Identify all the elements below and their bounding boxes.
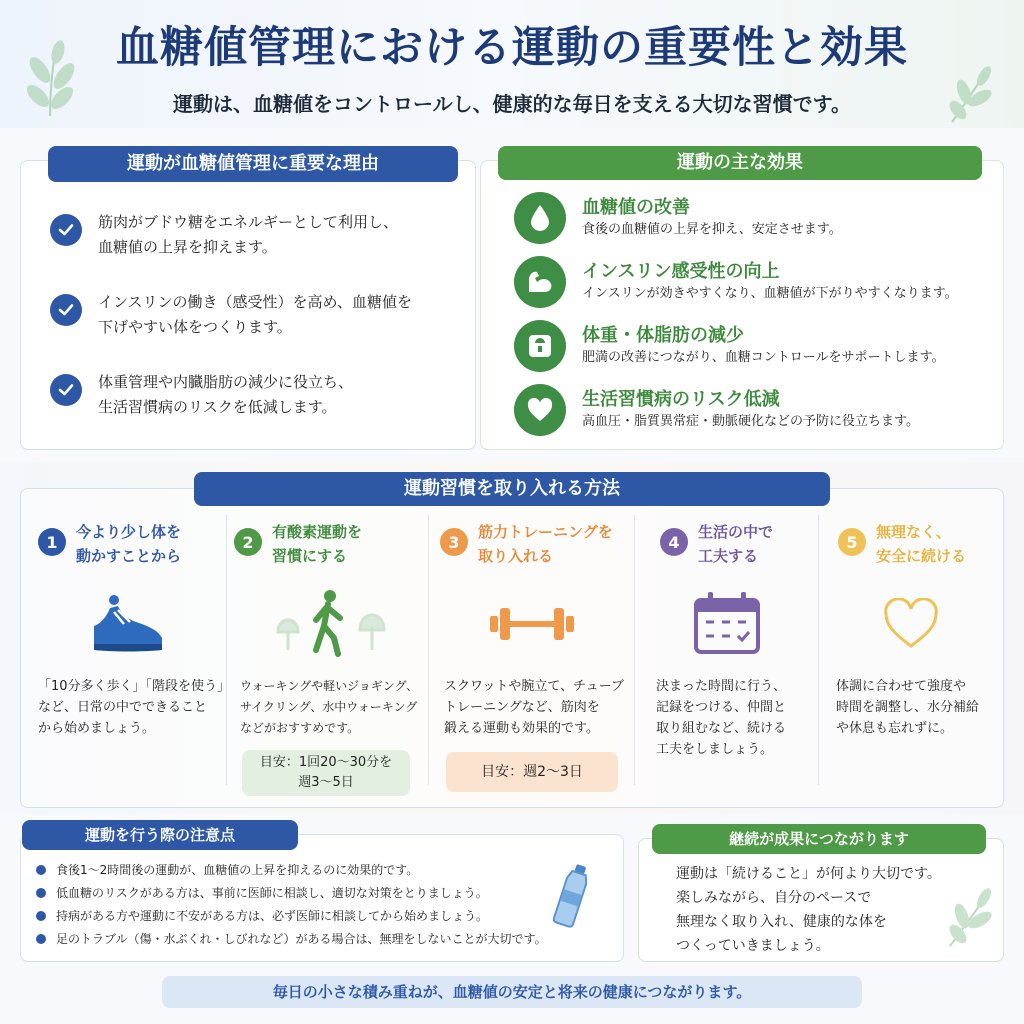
step-number: 3 xyxy=(440,528,468,556)
water-bottle-icon xyxy=(552,862,592,928)
effect-title: 生活習慣病のリスク低減 xyxy=(582,389,780,410)
effect-desc: 高血圧・脂質異常症・動脈硬化などの予防に役立ちます。 xyxy=(582,414,919,429)
effect-item xyxy=(514,384,994,436)
reason-line: 体重管理や内臓脂肪の減少に役立ち、 xyxy=(98,373,354,391)
effect-title: インスリン感受性の向上 xyxy=(582,261,780,282)
caution-item xyxy=(36,929,596,949)
reasons-heading: 運動が血糖値管理に重要な理由 xyxy=(48,146,458,182)
cautions-heading: 運動を行う際の注意点 xyxy=(22,820,298,850)
step-desc-line: 記録をつける、仲間と xyxy=(656,700,787,715)
step-title: 習慣にする xyxy=(272,547,348,565)
step-desc-line: から始めましょう。 xyxy=(38,721,156,736)
guide-text: 目安：1回20～30分を xyxy=(259,755,393,770)
step-desc-line: や休息も忘れずに。 xyxy=(836,721,954,736)
step-desc-line: 工夫をしましょう。 xyxy=(656,742,774,757)
blood-drop-icon xyxy=(514,192,566,244)
caution-item xyxy=(36,906,596,926)
step-desc xyxy=(240,676,426,739)
step-number: 1 xyxy=(38,528,66,556)
reason-line: 血糖値の上昇を抑えます。 xyxy=(98,238,277,256)
guide-text: 目安：週2～3日 xyxy=(481,764,583,780)
continuation-line: つくっていきましょう。 xyxy=(676,938,830,954)
step-desc xyxy=(444,676,630,739)
continuation-line: 運動は「続けること」が何より大切です。 xyxy=(676,866,941,882)
method-step-2 xyxy=(234,520,430,568)
step-desc-line: 「10分多く歩く」「階段を使う」 xyxy=(38,679,231,694)
calendar-icon xyxy=(692,590,762,656)
bullet-icon xyxy=(36,888,46,898)
continuation-line: 無理なく取り入れ、健康的な体を xyxy=(676,914,887,930)
effect-item xyxy=(514,320,994,372)
reason-item xyxy=(50,210,450,260)
check-icon xyxy=(50,374,82,406)
page-subtitle: 運動は、血糖値をコントロールし、健康的な毎日を支える大切な習慣です。 xyxy=(173,92,851,116)
continuation-line: 楽しみながら、自分のペースで xyxy=(676,890,872,906)
bullet-icon xyxy=(36,865,46,875)
step-title: 取り入れる xyxy=(478,547,554,565)
step-desc-line: 鍛える運動も効果的です。 xyxy=(444,721,599,736)
step-desc-line: 時間を調整し、水分補給 xyxy=(836,700,980,715)
heart-icon xyxy=(514,384,566,436)
step-number: 5 xyxy=(838,528,866,556)
step-desc xyxy=(38,676,231,739)
step-number: 4 xyxy=(660,528,688,556)
bullet-icon xyxy=(36,934,46,944)
guide-text: 週3～5日 xyxy=(298,775,354,790)
muscle-arm-icon xyxy=(514,256,566,308)
step-title: 筋力トレーニングを xyxy=(478,523,613,541)
step-desc-line: 体調に合わせて強度や xyxy=(836,679,967,694)
leaf-icon xyxy=(944,884,996,948)
reason-line: インスリンの働き（感受性）を高め、血糖値を xyxy=(98,293,412,311)
caution-item xyxy=(36,860,596,880)
walking-person-icon xyxy=(268,586,392,660)
reason-item xyxy=(50,370,450,420)
methods-heading: 運動習慣を取り入れる方法 xyxy=(194,472,830,506)
dumbbell-icon xyxy=(488,602,576,646)
effect-item xyxy=(514,256,994,308)
effect-title: 血糖値の改善 xyxy=(582,197,690,218)
step-title: 工夫する xyxy=(698,547,759,565)
caution-text: 低血糖のリスクがある方は、事前に医師に相談し、適切な対策をとりましょう。 xyxy=(56,886,488,900)
step-title: 有酸素運動を xyxy=(272,523,363,541)
method-step-1 xyxy=(38,520,234,568)
step-desc-line: 取り組むなど、続ける xyxy=(656,721,787,736)
step-title: 無理なく、 xyxy=(876,523,951,541)
reason-line: 下げやすい体をつくります。 xyxy=(98,318,292,336)
running-shoe-icon xyxy=(84,588,168,660)
step-title: 今より少し体を xyxy=(76,523,182,541)
step-desc-line: ウォーキングや軽いジョギング、 xyxy=(240,679,419,693)
reason-line: 生活習慣病のリスクを低減します。 xyxy=(98,398,337,416)
effect-title: 体重・体脂肪の減少 xyxy=(582,325,744,346)
effect-desc: 食後の血糖値の上昇を抑え、安定させます。 xyxy=(582,222,842,237)
caution-text: 足のトラブル（傷・水ぶくれ・しびれなど）がある場合は、無理をしないことが大切です。 xyxy=(56,932,547,946)
heart-outline-icon xyxy=(882,598,940,650)
effect-item xyxy=(514,192,994,244)
caution-text: 食後1～2時間後の運動が、血糖値の上昇を抑えるのに効果的です。 xyxy=(56,863,419,877)
continuation-text xyxy=(676,862,976,958)
effect-desc: 肥満の改善につながり、血糖コントロールをサポートします。 xyxy=(582,350,945,365)
step-desc-line: サイクリング、水中ウォーキング xyxy=(240,700,418,714)
footer-banner: 毎日の小さな積み重ねが、血糖値の安定と将来の健康につながります。 xyxy=(162,976,862,1008)
reason-line: 筋肉がブドウ糖をエネルギーとして利用し、 xyxy=(98,213,399,231)
step-title: 安全に続ける xyxy=(876,547,967,565)
guide-badge xyxy=(446,752,618,792)
caution-item xyxy=(36,883,596,903)
step-desc-line: など、日常の中でできること xyxy=(38,700,208,715)
effect-desc: インスリンが効きやすくなり、血糖値が下がりやすくなります。 xyxy=(582,286,958,301)
step-desc-line: などがおすすめです。 xyxy=(240,721,360,735)
method-step-3 xyxy=(440,520,636,568)
step-desc xyxy=(656,676,816,760)
guide-badge xyxy=(242,750,410,796)
continuation-heading: 継続が成果につながります xyxy=(652,824,986,854)
method-step-4 xyxy=(660,520,856,568)
step-number: 2 xyxy=(234,528,262,556)
effects-heading: 運動の主な効果 xyxy=(498,146,982,180)
step-title: 生活の中で xyxy=(698,523,774,541)
caution-text: 持病がある方や運動に不安がある方は、必ず医師に相談してから始めましょう。 xyxy=(56,909,489,923)
reason-item xyxy=(50,290,450,340)
method-step-5 xyxy=(838,520,1002,568)
step-desc-line: スクワットや腕立て、チューブ xyxy=(444,679,625,694)
check-icon xyxy=(50,214,82,246)
step-desc xyxy=(836,676,1004,739)
step-desc-line: トレーニングなど、筋肉を xyxy=(444,700,600,715)
scale-icon xyxy=(514,320,566,372)
bullet-icon xyxy=(36,911,46,921)
check-icon xyxy=(50,294,82,326)
page-title: 血糖値管理における運動の重要性と効果 xyxy=(116,23,908,73)
step-desc-line: 決まった時間に行う、 xyxy=(656,679,787,694)
step-title: 動かすことから xyxy=(76,547,182,565)
